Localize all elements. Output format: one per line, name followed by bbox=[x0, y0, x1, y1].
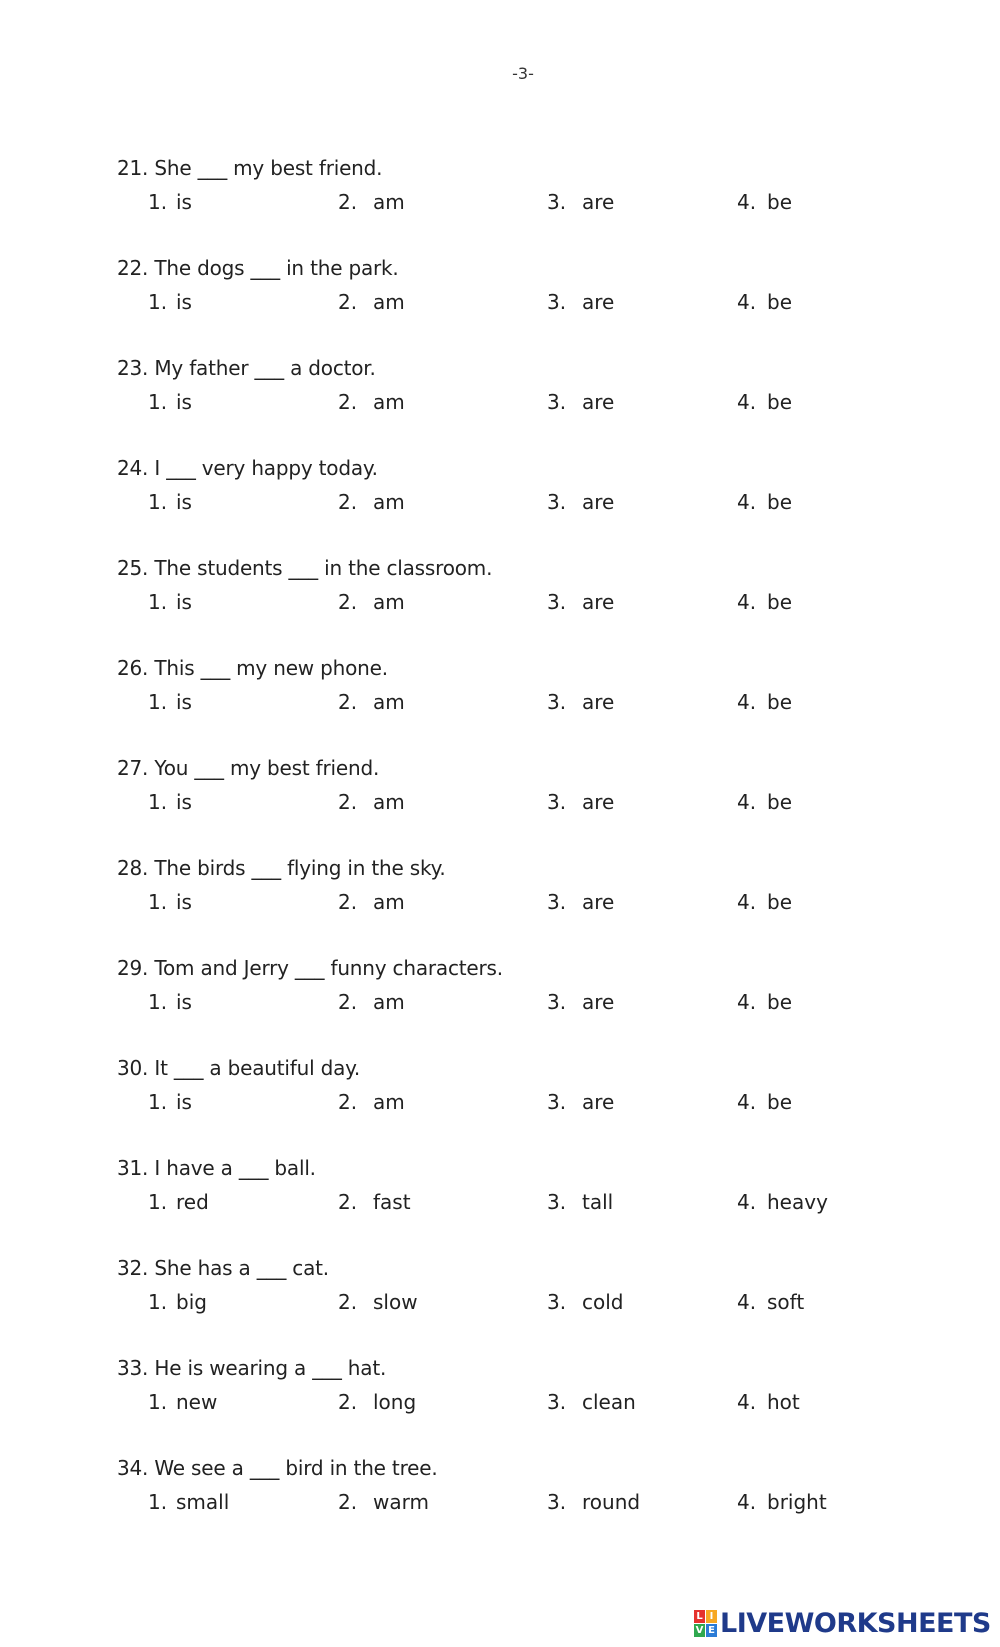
answer-option[interactable] bbox=[338, 1290, 418, 1314]
option-number: 2. bbox=[338, 690, 358, 714]
option-text: be bbox=[767, 1090, 792, 1114]
option-number: 3. bbox=[547, 190, 567, 214]
question-stem: 25. The students ___ in the classroom. bbox=[117, 556, 493, 580]
option-text: cold bbox=[582, 1290, 624, 1314]
option-text: hot bbox=[767, 1390, 800, 1414]
answer-options bbox=[117, 1290, 977, 1318]
question-item bbox=[117, 1256, 977, 1356]
answer-option[interactable] bbox=[338, 890, 405, 914]
answer-option[interactable] bbox=[148, 1290, 207, 1314]
option-text: be bbox=[767, 290, 792, 314]
question-item bbox=[117, 956, 977, 1056]
option-number: 3. bbox=[547, 690, 567, 714]
question-stem: 26. This ___ my new phone. bbox=[117, 656, 388, 680]
option-text: are bbox=[582, 1090, 615, 1114]
answer-option[interactable] bbox=[338, 1490, 429, 1514]
option-text: is bbox=[176, 990, 192, 1014]
question-item bbox=[117, 1356, 977, 1456]
answer-option[interactable] bbox=[737, 1390, 800, 1414]
option-text: slow bbox=[373, 1290, 418, 1314]
question-stem: 29. Tom and Jerry ___ funny characters. bbox=[117, 956, 503, 980]
option-number: 3. bbox=[547, 490, 567, 514]
option-number: 2. bbox=[338, 990, 358, 1014]
option-number: 2. bbox=[338, 790, 358, 814]
option-number: 4. bbox=[737, 590, 757, 614]
answer-option[interactable] bbox=[737, 1190, 828, 1214]
option-number: 3. bbox=[547, 1490, 567, 1514]
option-number: 4. bbox=[737, 390, 757, 414]
option-number: 1. bbox=[148, 1090, 168, 1114]
answer-option[interactable] bbox=[148, 190, 192, 214]
option-number: 4. bbox=[737, 290, 757, 314]
option-text: soft bbox=[767, 1290, 805, 1314]
option-number: 1. bbox=[148, 990, 168, 1014]
option-number: 1. bbox=[148, 290, 168, 314]
option-number: 1. bbox=[148, 690, 168, 714]
answer-option[interactable] bbox=[338, 1090, 405, 1114]
question-stem: 22. The dogs ___ in the park. bbox=[117, 256, 399, 280]
answer-option[interactable] bbox=[737, 190, 792, 214]
option-number: 2. bbox=[338, 1390, 358, 1414]
answer-option[interactable] bbox=[338, 1190, 411, 1214]
option-text: bright bbox=[767, 1490, 827, 1514]
answer-option[interactable] bbox=[338, 290, 405, 314]
option-text: small bbox=[176, 1490, 230, 1514]
option-number: 3. bbox=[547, 290, 567, 314]
answer-option[interactable] bbox=[338, 390, 405, 414]
option-text: am bbox=[373, 690, 405, 714]
option-number: 4. bbox=[737, 190, 757, 214]
answer-options bbox=[117, 190, 977, 218]
answer-options bbox=[117, 1090, 977, 1118]
answer-option[interactable] bbox=[737, 790, 792, 814]
option-number: 4. bbox=[737, 990, 757, 1014]
option-text: are bbox=[582, 990, 615, 1014]
question-list bbox=[117, 156, 977, 1556]
answer-option[interactable] bbox=[148, 990, 192, 1014]
option-text: am bbox=[373, 190, 405, 214]
option-number: 4. bbox=[737, 790, 757, 814]
answer-option[interactable] bbox=[547, 1490, 640, 1514]
option-number: 2. bbox=[338, 890, 358, 914]
logo-wordmark: LIVEWORKSHEETS bbox=[720, 1607, 991, 1639]
option-number: 2. bbox=[338, 1490, 358, 1514]
option-text: are bbox=[582, 490, 615, 514]
answer-option[interactable] bbox=[338, 990, 405, 1014]
page-number: -3- bbox=[512, 64, 534, 83]
answer-option[interactable] bbox=[547, 990, 614, 1014]
question-item bbox=[117, 256, 977, 356]
option-number: 2. bbox=[338, 1090, 358, 1114]
answer-option[interactable] bbox=[148, 1390, 217, 1414]
option-number: 1. bbox=[148, 1290, 168, 1314]
option-text: be bbox=[767, 590, 792, 614]
option-text: is bbox=[176, 790, 192, 814]
answer-option[interactable] bbox=[338, 690, 405, 714]
option-number: 1. bbox=[148, 190, 168, 214]
answer-option[interactable] bbox=[547, 290, 614, 314]
option-number: 3. bbox=[547, 990, 567, 1014]
option-text: am bbox=[373, 590, 405, 614]
answer-option[interactable] bbox=[547, 690, 614, 714]
question-stem: 27. You ___ my best friend. bbox=[117, 756, 380, 780]
answer-option[interactable] bbox=[148, 1090, 192, 1114]
question-item bbox=[117, 356, 977, 456]
answer-option[interactable] bbox=[338, 590, 405, 614]
option-number: 3. bbox=[547, 790, 567, 814]
option-text: warm bbox=[373, 1490, 429, 1514]
option-text: be bbox=[767, 690, 792, 714]
question-item bbox=[117, 756, 977, 856]
option-number: 4. bbox=[737, 1490, 757, 1514]
answer-options bbox=[117, 290, 977, 318]
logo-mark-icon bbox=[694, 1610, 717, 1637]
question-item bbox=[117, 1056, 977, 1156]
option-text: is bbox=[176, 1090, 192, 1114]
answer-options bbox=[117, 390, 977, 418]
question-item bbox=[117, 1156, 977, 1256]
option-text: am bbox=[373, 890, 405, 914]
answer-option[interactable] bbox=[338, 490, 405, 514]
answer-option[interactable] bbox=[737, 690, 792, 714]
logo-square-l: L bbox=[694, 1610, 705, 1623]
logo-square-i: I bbox=[706, 1610, 717, 1623]
option-number: 1. bbox=[148, 490, 168, 514]
answer-option[interactable] bbox=[338, 190, 405, 214]
option-text: are bbox=[582, 290, 615, 314]
option-text: be bbox=[767, 190, 792, 214]
option-number: 2. bbox=[338, 1190, 358, 1214]
answer-option[interactable] bbox=[547, 390, 614, 414]
answer-option[interactable] bbox=[737, 1290, 804, 1314]
question-item bbox=[117, 656, 977, 756]
option-text: be bbox=[767, 990, 792, 1014]
option-number: 1. bbox=[148, 1490, 168, 1514]
option-number: 4. bbox=[737, 1090, 757, 1114]
option-text: is bbox=[176, 890, 192, 914]
logo-square-v: V bbox=[695, 1624, 704, 1636]
answer-option[interactable] bbox=[737, 290, 792, 314]
answer-option[interactable] bbox=[338, 790, 405, 814]
question-stem: 33. He is wearing a ___ hat. bbox=[117, 1356, 387, 1380]
option-number: 1. bbox=[148, 590, 168, 614]
option-number: 1. bbox=[148, 1190, 168, 1214]
option-number: 3. bbox=[547, 1390, 567, 1414]
option-text: long bbox=[373, 1390, 417, 1414]
option-number: 4. bbox=[737, 890, 757, 914]
answer-option[interactable] bbox=[547, 790, 614, 814]
answer-option[interactable] bbox=[148, 390, 192, 414]
answer-option[interactable] bbox=[547, 1090, 614, 1114]
option-number: 4. bbox=[737, 1390, 757, 1414]
question-item bbox=[117, 456, 977, 556]
option-number: 2. bbox=[338, 490, 358, 514]
option-text: be bbox=[767, 390, 792, 414]
option-text: am bbox=[373, 790, 405, 814]
option-text: heavy bbox=[767, 1190, 828, 1214]
answer-option[interactable] bbox=[737, 590, 792, 614]
question-stem: 30. It ___ a beautiful day. bbox=[117, 1056, 361, 1080]
question-stem: 32. She has a ___ cat. bbox=[117, 1256, 329, 1280]
answer-option[interactable] bbox=[737, 890, 792, 914]
answer-option[interactable] bbox=[737, 490, 792, 514]
answer-options bbox=[117, 790, 977, 818]
question-stem: 31. I have a ___ ball. bbox=[117, 1156, 316, 1180]
option-number: 1. bbox=[148, 790, 168, 814]
option-number: 4. bbox=[737, 490, 757, 514]
option-text: am bbox=[373, 1090, 405, 1114]
answer-options bbox=[117, 890, 977, 918]
option-number: 4. bbox=[737, 1290, 757, 1314]
option-number: 3. bbox=[547, 1290, 567, 1314]
logo-square-e: E bbox=[706, 1624, 717, 1637]
question-stem: 34. We see a ___ bird in the tree. bbox=[117, 1456, 438, 1480]
question-stem: 24. I ___ very happy today. bbox=[117, 456, 378, 480]
answer-option[interactable] bbox=[737, 990, 792, 1014]
answer-option[interactable] bbox=[547, 1190, 613, 1214]
option-number: 2. bbox=[338, 1290, 358, 1314]
answer-options bbox=[117, 1390, 977, 1418]
answer-option[interactable] bbox=[547, 1290, 623, 1314]
option-number: 3. bbox=[547, 1190, 567, 1214]
option-text: round bbox=[582, 1490, 641, 1514]
question-stem: 28. The birds ___ flying in the sky. bbox=[117, 856, 446, 880]
option-text: is bbox=[176, 690, 192, 714]
answer-option[interactable] bbox=[737, 390, 792, 414]
question-stem: 23. My father ___ a doctor. bbox=[117, 356, 376, 380]
answer-option[interactable] bbox=[148, 790, 192, 814]
answer-option[interactable] bbox=[148, 490, 192, 514]
option-text: is bbox=[176, 590, 192, 614]
option-text: fast bbox=[373, 1190, 411, 1214]
question-item bbox=[117, 156, 977, 256]
question-item bbox=[117, 1456, 977, 1556]
answer-option[interactable] bbox=[148, 290, 192, 314]
answer-options bbox=[117, 1490, 977, 1518]
option-text: clean bbox=[582, 1390, 636, 1414]
answer-options bbox=[117, 590, 977, 618]
option-number: 1. bbox=[148, 390, 168, 414]
option-text: be bbox=[767, 790, 792, 814]
option-number: 4. bbox=[737, 690, 757, 714]
answer-option[interactable] bbox=[547, 890, 614, 914]
option-text: are bbox=[582, 390, 615, 414]
option-number: 1. bbox=[148, 1390, 168, 1414]
option-number: 2. bbox=[338, 290, 358, 314]
option-text: are bbox=[582, 190, 615, 214]
question-item bbox=[117, 856, 977, 956]
option-text: red bbox=[176, 1190, 209, 1214]
answer-options bbox=[117, 690, 977, 718]
option-text: are bbox=[582, 890, 615, 914]
option-number: 2. bbox=[338, 590, 358, 614]
option-number: 3. bbox=[547, 890, 567, 914]
question-item bbox=[117, 556, 977, 656]
option-text: am bbox=[373, 390, 405, 414]
answer-option[interactable] bbox=[547, 490, 614, 514]
option-text: am bbox=[373, 490, 405, 514]
answer-option[interactable] bbox=[547, 1390, 636, 1414]
option-text: is bbox=[176, 390, 192, 414]
answer-option[interactable] bbox=[737, 1090, 792, 1114]
answer-option[interactable] bbox=[148, 1190, 209, 1214]
option-text: am bbox=[373, 290, 405, 314]
option-text: is bbox=[176, 290, 192, 314]
option-text: be bbox=[767, 490, 792, 514]
answer-option[interactable] bbox=[148, 890, 192, 914]
option-number: 1. bbox=[148, 890, 168, 914]
option-text: be bbox=[767, 890, 792, 914]
answer-option[interactable] bbox=[148, 690, 192, 714]
answer-options bbox=[117, 490, 977, 518]
answer-option[interactable] bbox=[338, 1390, 416, 1414]
answer-option[interactable] bbox=[737, 1490, 827, 1514]
option-number: 2. bbox=[338, 390, 358, 414]
answer-option[interactable] bbox=[547, 590, 614, 614]
option-text: are bbox=[582, 690, 615, 714]
question-stem: 21. She ___ my best friend. bbox=[117, 156, 383, 180]
option-text: am bbox=[373, 990, 405, 1014]
option-text: is bbox=[176, 190, 192, 214]
option-text: tall bbox=[582, 1190, 614, 1214]
option-text: are bbox=[582, 590, 615, 614]
option-number: 3. bbox=[547, 1090, 567, 1114]
option-text: big bbox=[176, 1290, 207, 1314]
liveworksheets-logo[interactable] bbox=[694, 1608, 991, 1638]
answer-option[interactable] bbox=[148, 1490, 229, 1514]
option-number: 3. bbox=[547, 390, 567, 414]
answer-options bbox=[117, 1190, 977, 1218]
option-number: 3. bbox=[547, 590, 567, 614]
answer-option[interactable] bbox=[547, 190, 614, 214]
answer-option[interactable] bbox=[148, 590, 192, 614]
option-text: are bbox=[582, 790, 615, 814]
answer-options bbox=[117, 990, 977, 1018]
option-number: 2. bbox=[338, 190, 358, 214]
option-number: 4. bbox=[737, 1190, 757, 1214]
option-text: new bbox=[176, 1390, 218, 1414]
option-text: is bbox=[176, 490, 192, 514]
